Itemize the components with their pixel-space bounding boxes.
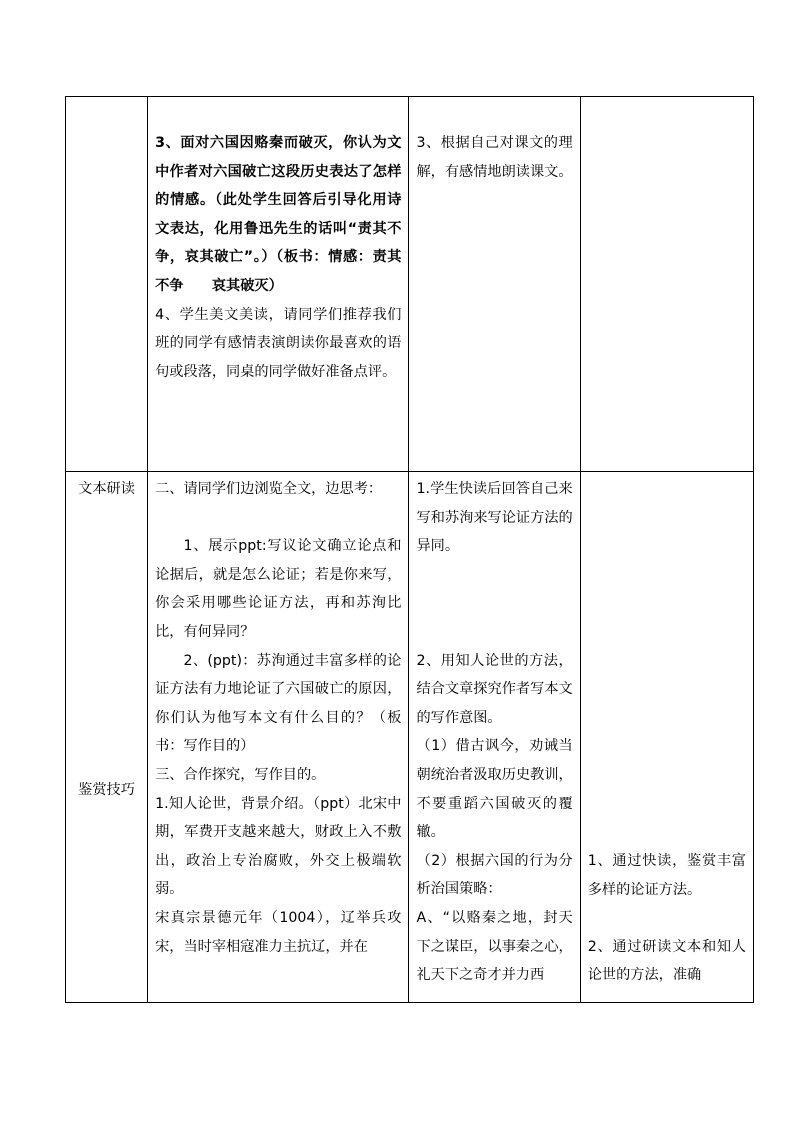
paragraph: 2、用知人论世的方法，结合文章探究作者写本文的写作意图。: [416, 652, 573, 726]
paragraph: 三、合作探究，写作目的。: [155, 766, 326, 783]
paragraph: 二、请同学们边浏览全文，边思考：: [155, 481, 383, 497]
paragraph: 1.知人论世，背景介绍。（ppt）北宋中期，军费开支越来越大，财政上入不敷出，政治上专治腐败，外交上极端软弱。: [155, 795, 402, 898]
student-activity-cell: [409, 97, 580, 472]
design-intent-cell: [580, 472, 753, 1003]
blank-lines: [416, 561, 572, 647]
lesson-plan-table: [65, 96, 754, 1003]
paragraph: 宋真宗景德元年（1004），辽举兵攻宋，当时宰相寇准力主抗辽，并在: [155, 909, 402, 955]
stage-label-cell: [66, 472, 148, 1003]
paragraph: 1、通过快读，鉴赏丰富多样的论证方法。: [587, 853, 746, 898]
paragraph: A、“以赂秦之地，封天下之谋臣，以事秦之心，礼天下之奇才并力西: [416, 909, 573, 984]
blank-line: [155, 504, 401, 533]
blank-line: [588, 904, 746, 933]
paragraph: （1）借古讽今，劝诫当朝统治者汲取历史教训，不要重蹈六国破灭的覆辙。: [416, 738, 573, 841]
paragraph: 2、通过研读文本和知人论世的方法，准确: [587, 938, 746, 984]
paragraph: （2）根据六国的行为分析治国策略：: [416, 852, 573, 898]
table-row: [66, 472, 754, 1003]
table-row: [66, 97, 754, 472]
teacher-activity-cell: [148, 472, 409, 1003]
paragraph: 3、面对六国因赂秦而破灭，你认为文中作者对六国破亡这段历史表达了怎样的情感。（此处学生回答后引导化用诗文表达，化用鲁迅先生的话叫“责其不争，哀其破亡”。）（板书：情感：责其不争 哀其破灭）: [155, 135, 402, 294]
student-activity-cell: [409, 472, 580, 1003]
stage-label-cell: [66, 97, 148, 472]
paragraph: 2、(ppt)：苏洵通过丰富多样的论证方法有力地论证了六国破亡的原因，你们认为他写本文有什么目的？（板书：写作目的）: [155, 652, 402, 755]
paragraph: 1、展示ppt:写议论文确立论点和论据后，就是怎么论证；若是你来写，你会采用哪些论证方法，再和苏洵比比，有何异同？: [155, 538, 402, 640]
stage-label-top: 文本研读: [78, 481, 135, 497]
stage-label-bottom: 鉴赏技巧: [78, 781, 135, 798]
paragraph: 3、根据自己对课文的理解，有感情地朗读课文。: [416, 135, 573, 180]
paragraph: 1.学生快读后回答自己来写和苏洵来写论证方法的异同。: [416, 481, 573, 555]
design-intent-cell: [580, 97, 753, 472]
teacher-activity-cell: [148, 97, 409, 472]
paragraph: 4、学生美文美读，请同学们推荐我们班的同学有感情表演朗读你最喜欢的语句或段落，同桌的同学做好准备点评。: [155, 306, 402, 380]
